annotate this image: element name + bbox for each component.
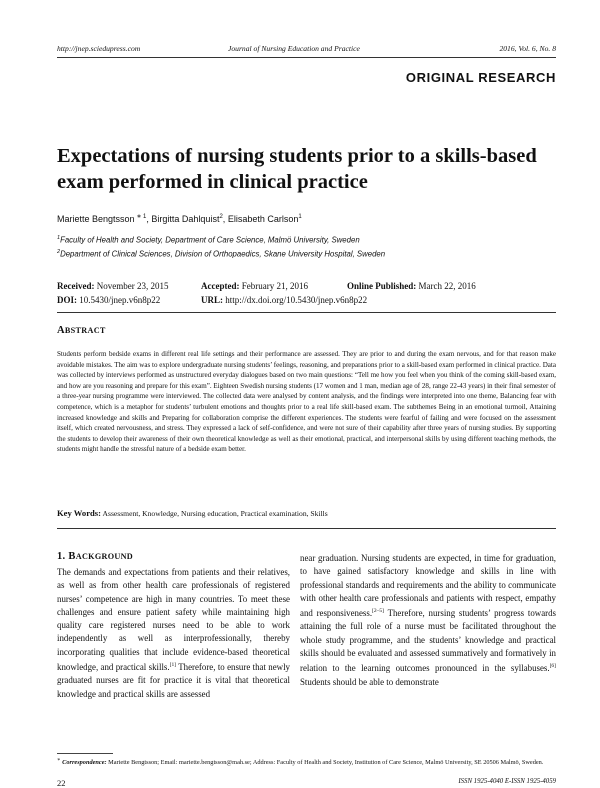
author-name: Elisabeth Carlson [227, 214, 299, 224]
keywords-text: Assessment, Knowledge, Nursing education, Practical examination, Skills [102, 509, 328, 518]
affiliation [57, 235, 360, 245]
abstract-heading-rest: BSTRACT [64, 326, 106, 335]
doi [57, 295, 160, 305]
url-label: URL: [201, 295, 223, 305]
keywords-label: Key Words: [57, 508, 102, 518]
background-heading-initial: B [68, 551, 76, 562]
body-text: The demands and expectations from patients and their relatives, as well as from other health care professionals of registered nurses’ competence are high in many countries. To meet these challenges and ensure patient safety while maintaining high quality care registered nurses need to be able to work independently as well as interprofessionally, thereby incorporating qualities that include evidence-based theoretical knowledge, and practical skills. [57, 567, 290, 673]
issn-info: ISSN 1925-4040 E-ISSN 1925-4059 [458, 778, 556, 785]
abstract-heading-initial: A [57, 325, 65, 336]
author-name: Birgitta Dahlquist [151, 214, 220, 224]
keywords-divider [57, 528, 556, 529]
header-journal-name: Journal of Nursing Education and Practice [228, 44, 360, 53]
header-url-link[interactable]: http://jnep.sciedupress.com [57, 44, 141, 53]
affiliation [57, 249, 385, 259]
url-link[interactable]: http://dx.doi.org/10.5430/jnep.v6n8p22 [225, 295, 368, 305]
citation-link[interactable]: [1] [169, 662, 177, 669]
affiliation-text: Faculty of Health and Society, Department of Care Science, Malmö University, Sweden [60, 235, 360, 245]
section-number: 1. [57, 551, 66, 562]
received-value: November 23, 2015 [96, 281, 169, 291]
header-issue: 2016, Vol. 6, No. 8 [499, 44, 556, 53]
affiliation-number: 2 [57, 249, 61, 255]
footnote-marker: ∗ [57, 757, 61, 763]
doi-label: DOI: [57, 295, 77, 305]
page-number: 22 [57, 778, 66, 788]
abstract-heading [57, 325, 106, 336]
received-date [57, 281, 168, 291]
author-affiliation-marker: 1 [298, 214, 302, 220]
citation-link[interactable]: [2–5] [372, 608, 384, 615]
affiliation-number: 1 [57, 235, 61, 241]
article-url [201, 295, 367, 305]
background-heading [57, 551, 133, 562]
author-name: Mariette Bengtsson [57, 214, 135, 224]
author-list: Mariette Bengtsson $^{∗ 1}$, Birgitta Dahlquist$^2$, Elisabeth Carlson$^1$ [57, 214, 302, 224]
footnote-label: Correspondence: [62, 759, 107, 767]
meta-divider [57, 312, 556, 313]
body-text: Students should be able to demonstrate [300, 676, 439, 687]
body-text: near graduation. Nursing students are expected, in time for graduation, to have gained satisfactory knowledge and skills in line with professional standards and requirements and the ability to communicate with other health care professionals and patients with respect, empathy and responsiveness. [300, 553, 556, 619]
section-label: ORIGINAL RESEARCH [405, 70, 556, 85]
accepted-date [201, 281, 308, 291]
keywords [57, 508, 556, 518]
paper-title: Expectations of nursing students prior to a skills-based exam performed in clinical practice [57, 145, 537, 193]
published-label: Online Published: [347, 281, 417, 291]
accepted-value: February 21, 2016 [241, 281, 308, 291]
published-value: March 22, 2016 [418, 281, 476, 291]
footnote-divider [57, 753, 113, 754]
body-text: Therefore, nursing students’ progress towards attaining the full role of a nurse must be facilitated throughout the whole study programme, and the students’ knowledge and practical skills should be evaluated and assessed summatively and formatively in relation to the learning outcomes pronounced in the syllabuses. [300, 608, 557, 674]
body-text: Therefore, to ensure that newly graduated nurses are fit for practice it is vital that theoretical knowledge and practical skills are assessed [57, 662, 290, 699]
header-divider [57, 57, 556, 58]
affiliation-text: Department of Clinical Sciences, Division of Orthopaedics, Skane University Hospital, Sweden [60, 249, 386, 259]
running-header [57, 44, 556, 58]
abstract-text: Students perform bedside exams in different real life settings and their performance are assessed. They are prior to and during the exam nervous, and for that reason make avoidable mistakes. The aim was to explore undergraduate nursing students’ feelings, reasoning, and preparations prior to a skill-based exam performed in clinical practice. Data was collected by interviews performed as unstructured everyday dialogues based on two main questions: “Tell me how you feel when you think of the coming skill-based exam, and how are you reasoning and prepare for this exam”. Eighteen Swedish nursing students (17 women and 1 man, median age of 28, range 22-43 years) in their final semester of a three-year nursing programme were interviewed. The collected data were analysed by content analysis, and the findings were interpreted into one theme, Balancing fear with competence, which is a metaphor for students’ turbulent emotions and thoughts prior to a real life skill-based exam. The subthemes Being in an emotional turmoil, Attaining increased knowledge and skills and Preparing for collaboration comprise the different experiences. The students were fearful of failing and were focused on the assessment itself, which created nervousness, and stress. They expressed a lack of self-confidence, and were not sure of their capability after three years of nursing studies. By supporting the students to develop their awareness of their own theoretical knowledge as well as their emotional, practical, and interpersonal skills by using different teaching methods, the students might handle the stressful nature of a bedside exam better. [57, 350, 556, 454]
received-label: Received: [57, 281, 95, 291]
author-affiliation-marker: ∗ 1 [136, 214, 147, 220]
correspondence-footnote [57, 756, 556, 768]
footnote-text: Mariette Bengtsson; Email: mariette.bengtsson@mah.se; Address: Faculty of Health and Society, Institution of Care Science, Malmö University, SE 20506 Malmö, Sweden. [106, 759, 544, 767]
published-date [347, 281, 476, 291]
citation-link[interactable]: [6] [549, 663, 556, 670]
body-column-left [57, 566, 290, 701]
accepted-label: Accepted: [201, 281, 240, 291]
background-heading-rest: ACKGROUND [75, 552, 134, 561]
author-affiliation-marker: 2 [219, 214, 223, 220]
doi-value[interactable]: 10.5430/jnep.v6n8p22 [79, 295, 161, 305]
body-column-right [300, 552, 556, 689]
